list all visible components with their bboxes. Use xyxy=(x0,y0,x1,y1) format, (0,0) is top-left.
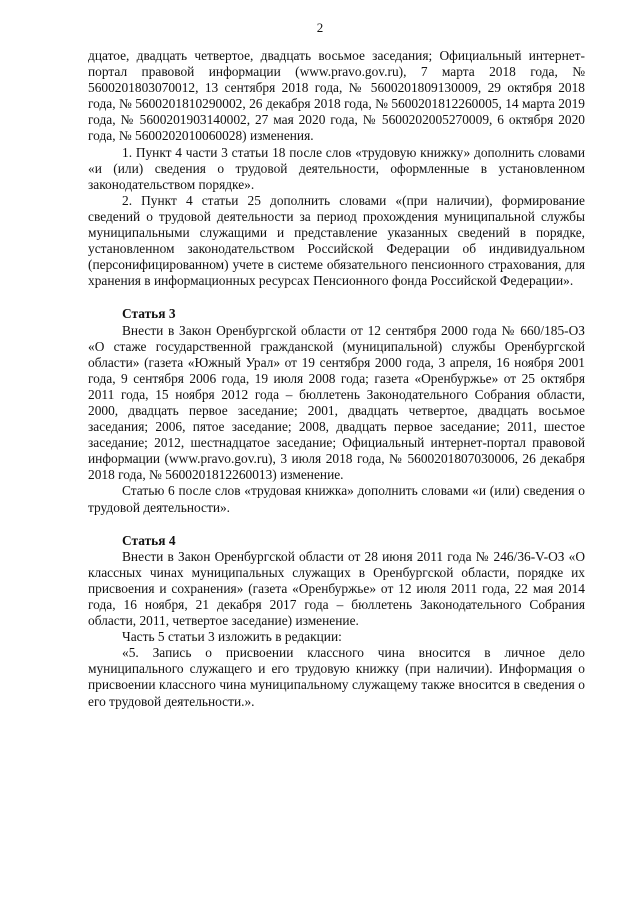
paragraph: «5. Запись о присвоении классного чина вносится в личное дело муниципального служащего и его трудовую книжку (при наличии). Информация о присвоении классного чина муниципальному служащему также вносится в сведения о его трудовой деятельности.». xyxy=(88,645,585,709)
paragraph: 1. Пункт 4 части 3 статьи 18 после слов «трудовую книжку» дополнить словами «и (или) сведения о трудовой деятельности, оформленные в установленном законодательством порядке». xyxy=(88,144,585,192)
article-title: Статья 3 xyxy=(122,306,176,322)
paragraph: Статью 6 после слов «трудовая книжка» дополнить словами «и (или) сведения о трудовой деятельности». xyxy=(88,483,585,515)
article-title: Статья 4 xyxy=(122,532,176,548)
page-number: 2 xyxy=(316,20,324,35)
paragraph: Внести в Закон Оренбургской области от 12 сентября 2000 года № 660/185-ОЗ «О стаже государственной гражданской (муниципальной) службы Оренбургской области» (газета «Южный Урал» от 19 сентября 2000 года, 3 апреля, 16 ноября 2001 года, 9 сентября 2006 года, 19 июля 2008 года; газета «Оренбуржье» от 25 октября 2011 года, 15 ноября 2012 года – бюллетень Законодательного Собрания области, 2000, двадцать первое заседание; 2001, двадцать четвертое, двадцать восьмое заседания; 2006, пятое заседание; 2008, двадцать первое заседание; 2011, шестое заседание; 2012, шестнадцатое заседание; Официальный интернет-портал правовой информации (www.pravo.gov.ru), 3 июля 2018 года, № 5600201807030006, 26 декабря 2018 года, № 5600201812260013) изменение. xyxy=(88,322,585,483)
paragraph: Внести в Закон Оренбургской области от 28 июня 2011 года № 246/36-V-ОЗ «О классных чинах муниципальных служащих в Оренбургской области, порядке их присвоения и сохранения» (газета «Оренбуржье» от 12 июля 2011 года, 22 мая 2014 года, 16 ноября, 21 декабря 2017 года – бюллетень Законодательного Собрания области, 2011, четвертое заседание) изменение. xyxy=(88,548,585,629)
paragraph: дцатое, двадцать четвертое, двадцать восьмое заседания; Официальный интернет-портал правовой информации (www.pravo.gov.ru), 7 марта 2018 года, № 5600201803070012, 13 сентября 2018 года, № 5600201809130009, 29 октября 2018 года, № 5600201810290002, 26 декабря 2018 года, № 5600201812260005, 14 марта 2019 года, № 5600201903140002, 27 мая 2020 года, № 5600202005270009, 6 октября 2020 года, № 5600202010060028) изменения. xyxy=(88,48,585,144)
paragraph: 2. Пункт 4 статьи 25 дополнить словами «(при наличии), формирование сведений о трудовой деятельности за период прохождения муниципальной службы муниципальными служащими и представление указанных сведений в порядке, установленном законодательством Российской Федерации об индивидуальном (персонифицированном) учете в системе обязательного пенсионного страхования, для хранения в информационных ресурсах Пенсионного фонда Российской Федерации». xyxy=(88,192,585,289)
document-body xyxy=(88,48,585,710)
paragraph: Часть 5 статьи 3 изложить в редакции: xyxy=(122,629,342,645)
